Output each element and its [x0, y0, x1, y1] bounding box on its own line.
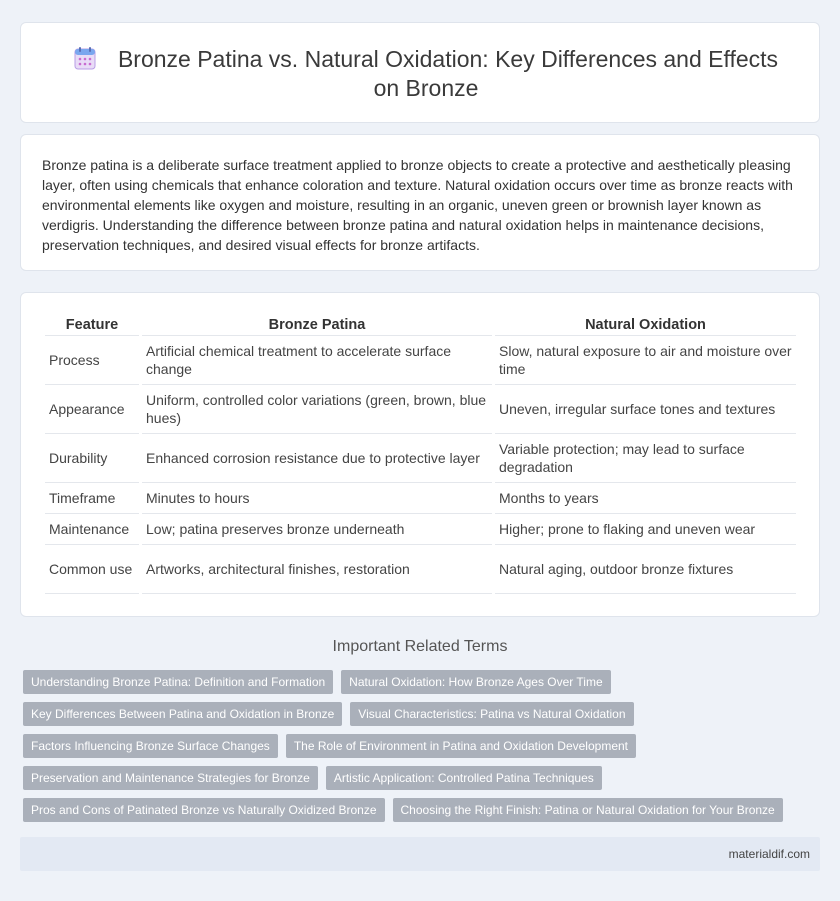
cell-patina: Artworks, architectural finishes, restoration	[142, 545, 492, 594]
cell-oxidation: Natural aging, outdoor bronze fixtures	[495, 545, 796, 594]
header-bronze-patina: Bronze Patina	[142, 315, 492, 336]
intro-card	[20, 134, 820, 271]
header-card	[20, 22, 820, 123]
header-natural-oxidation: Natural Oxidation	[495, 315, 796, 336]
related-term-link[interactable]: The Role of Environment in Patina and Oxidation Development	[286, 734, 636, 758]
chip-row	[23, 734, 813, 758]
related-terms-list	[23, 670, 813, 830]
table-header-row	[45, 315, 796, 336]
related-term-link[interactable]: Choosing the Right Finish: Patina or Natural Oxidation for Your Bronze	[393, 798, 783, 822]
cell-oxidation: Uneven, irregular surface tones and textures	[495, 385, 796, 434]
cell-patina: Minutes to hours	[142, 483, 492, 514]
cell-feature: Common use	[45, 545, 139, 594]
page-title: Bronze Patina vs. Natural Oxidation: Key Differences and Effects on Bronze	[117, 46, 779, 101]
cell-patina: Uniform, controlled color variations (green, brown, blue hues)	[142, 385, 492, 434]
cell-feature: Appearance	[45, 385, 139, 434]
cell-feature: Timeframe	[45, 483, 139, 514]
cell-patina: Low; patina preserves bronze underneath	[142, 514, 492, 545]
related-term-link[interactable]: Visual Characteristics: Patina vs Natural Oxidation	[350, 702, 633, 726]
cell-feature: Maintenance	[45, 514, 139, 545]
chip-row	[23, 670, 813, 694]
related-term-link[interactable]: Pros and Cons of Patinated Bronze vs Naturally Oxidized Bronze	[23, 798, 385, 822]
cell-feature: Durability	[45, 434, 139, 483]
related-term-link[interactable]: Factors Influencing Bronze Surface Changes	[23, 734, 278, 758]
cell-feature: Process	[45, 336, 139, 385]
table-row	[45, 483, 796, 514]
chip-row	[23, 766, 813, 790]
chip-row	[23, 798, 813, 822]
related-terms-title: Important Related Terms	[332, 638, 508, 655]
table-row	[45, 336, 796, 385]
table-row	[45, 434, 796, 483]
cell-oxidation: Higher; prone to flaking and uneven wear	[495, 514, 796, 545]
table-row	[45, 385, 796, 434]
related-term-link[interactable]: Preservation and Maintenance Strategies for Bronze	[23, 766, 318, 790]
cell-oxidation: Variable protection; may lead to surface degradation	[495, 434, 796, 483]
related-term-link[interactable]: Artistic Application: Controlled Patina Techniques	[326, 766, 602, 790]
footer	[20, 837, 820, 871]
cell-patina: Enhanced corrosion resistance due to protective layer	[142, 434, 492, 483]
chip-row	[23, 702, 813, 726]
comparison-card	[20, 292, 820, 617]
related-term-link[interactable]: Key Differences Between Patina and Oxidation in Bronze	[23, 702, 342, 726]
page-title-wrap	[61, 45, 791, 103]
intro-paragraph: Bronze patina is a deliberate surface treatment applied to bronze objects to create a protective and aesthetically pleasing layer, often using chemicals that enhance coloration and texture. Natural oxidation occurs over time as bronze reacts with environmental elements like oxygen and moisture, resulting in an organic, uneven green or brownish layer known as verdigris. Understanding the difference between bronze patina and natural oxidation helps in maintenance decisions, preservation techniques, and desired visual effects for bronze artifacts.	[42, 157, 793, 253]
calendar-grid-icon	[74, 46, 96, 70]
cell-patina: Artificial chemical treatment to accelerate surface change	[142, 336, 492, 385]
comparison-table	[42, 315, 799, 594]
table-row	[45, 545, 796, 594]
cell-oxidation: Slow, natural exposure to air and moisture over time	[495, 336, 796, 385]
footer-site-link[interactable]: materialdif.com	[728, 847, 810, 861]
related-term-link[interactable]: Natural Oxidation: How Bronze Ages Over Time	[341, 670, 610, 694]
related-term-link[interactable]: Understanding Bronze Patina: Definition and Formation	[23, 670, 333, 694]
header-feature: Feature	[45, 315, 139, 336]
table-row	[45, 514, 796, 545]
cell-oxidation: Months to years	[495, 483, 796, 514]
